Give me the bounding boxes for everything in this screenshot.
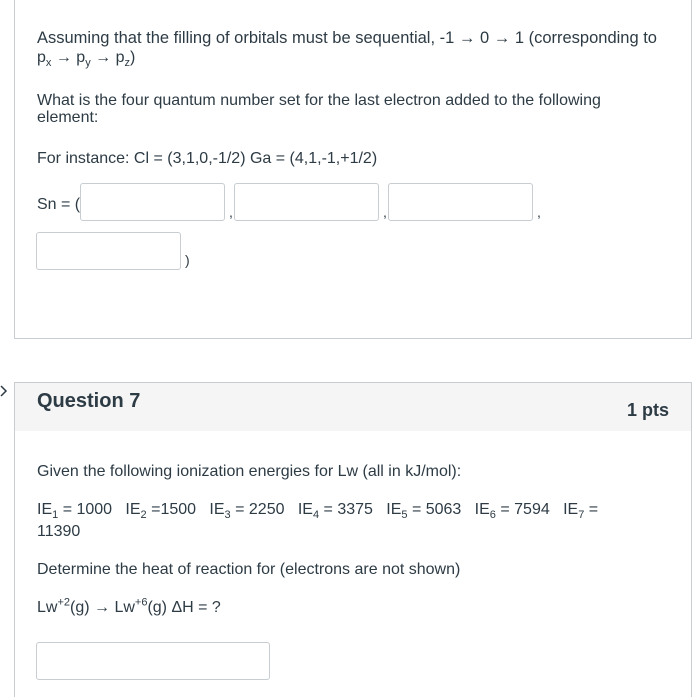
quantum-number-prompt: What is the four quantum number set for the last electron added to the following [37,92,601,109]
question-7-header [14,382,692,432]
orbital-filling-instruction: Assuming that the filling of orbitals must be sequential, -1 → 0 → 1 (corresponding to [37,29,657,47]
question-points: 1 pts [626,400,669,420]
determine-text: Determine the heat of reaction for (electrons are not shown) [37,561,461,578]
given-text: Given the following ionization energies for Lw (all in kJ/mol): [37,463,462,480]
comma-separator: , [537,204,541,220]
orbital-sequence: $p_x \to p_y \to p_z$) [37,49,136,70]
example-text: For instance: Cl = (3,1,0,-1/2) Ga = (4,1,-1,+1/2) [37,150,378,167]
question-title: Question 7 [37,390,141,412]
answer-box-ml[interactable] [388,183,533,221]
quantum-number-prompt-cont: element: [37,109,99,126]
close-paren: ) [185,252,190,268]
answer-input[interactable] [36,642,270,680]
ionization-energy-7-value: 11390 [37,523,81,540]
comma-separator: , [383,204,387,220]
comma-separator: , [229,204,233,220]
chevron-right-icon [0,384,8,400]
answer-box-ms[interactable] [36,232,181,270]
sn-label: Sn = ( [37,196,81,213]
answer-box-n[interactable] [80,183,225,221]
answer-box-l[interactable] [234,183,379,221]
ionization-energies: $IE_1 = 1000$ $IE_2 =1500$ $IE_3 = 2250$ $IE_4 = 3375$ $IE_5 = 5063$ $IE_6 = 7594$ $IE_7$ = [37,501,599,522]
reaction-equation: $Lw^{+2}(g) \to Lw^{+6}(g) \Delta H$ = ? [37,596,221,616]
